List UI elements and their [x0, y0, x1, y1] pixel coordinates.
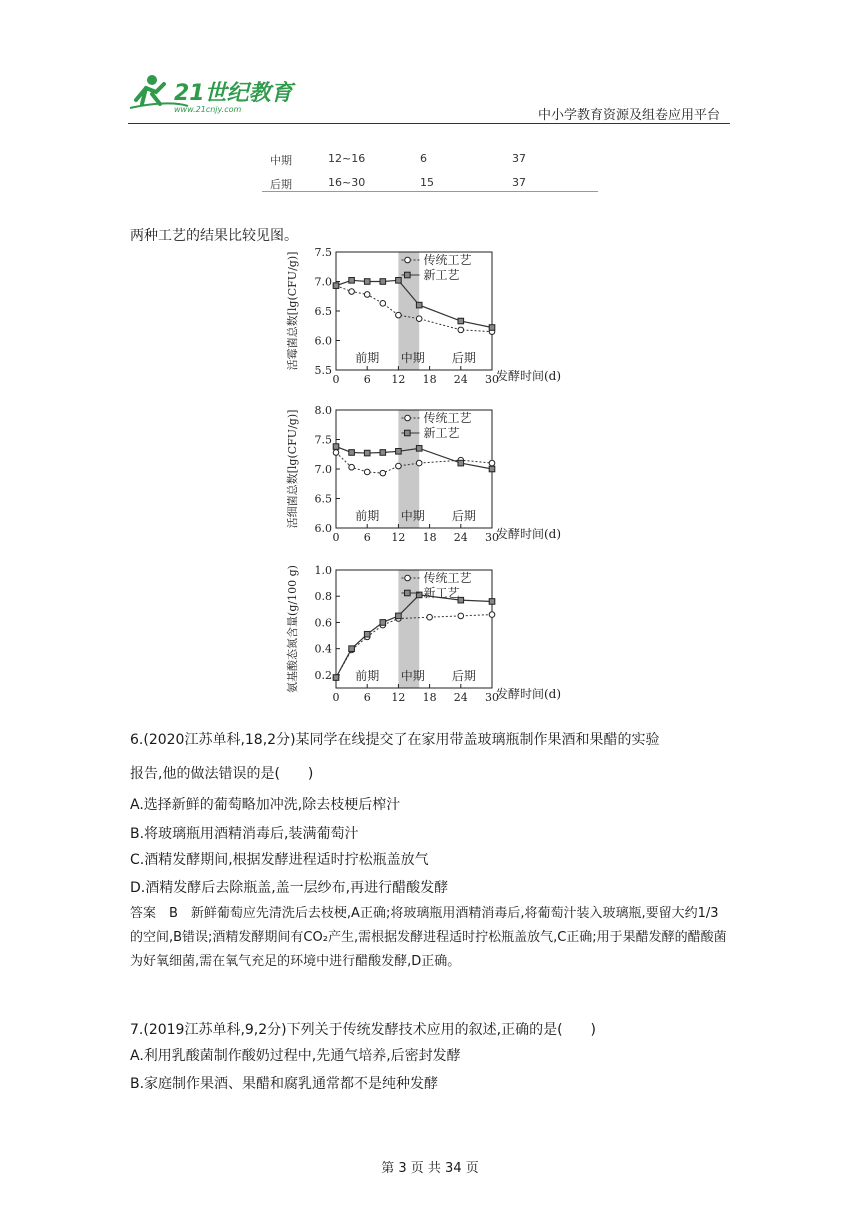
q6-option-c: C.酒精发酵期间,根据发酵进程适时拧松瓶盖放气 [130, 852, 429, 868]
x-tick-label: 24 [453, 531, 468, 544]
x-tick-label: 12 [391, 373, 406, 386]
x-tick-label: 0 [332, 691, 340, 704]
y-tick-label: 0.8 [314, 590, 332, 604]
q6-answer: 答案 B 新鲜葡萄应先清洗后去枝梗,A正确;将玻璃瓶用酒精消毒后,将葡萄汁装入玻璃瓶,要留大约1/3的空间,B错误;酒精发酵期间有CO₂产生,需根据发酵进程适时拧松瓶盖放气,C正确;用于果醋发酵的醋酸菌为好氧细菌,需在氧气充足的环境中进行醋酸发酵,D正确。 [130, 906, 727, 969]
chart-amino-nitrogen [280, 560, 580, 712]
data-point [416, 460, 422, 466]
cell-stage: 中期 [270, 154, 292, 167]
legend-marker [405, 575, 411, 581]
logo-url: www.21cnjy.com [174, 105, 242, 114]
y-tick-label: 6.5 [314, 492, 332, 506]
y-axis-label: 氨基酸态氮含量(g/100 g) [286, 565, 299, 693]
legend-label: 传统工艺 [423, 571, 472, 585]
y-tick-label: 8.0 [314, 404, 332, 417]
data-point [333, 283, 339, 289]
stage-label: 后期 [451, 669, 476, 683]
chart-mold-svg [280, 242, 580, 392]
stage-label: 中期 [400, 351, 425, 365]
x-tick-label: 18 [422, 691, 437, 704]
data-point [380, 279, 386, 285]
data-point [349, 464, 355, 470]
stage-label: 前期 [355, 509, 380, 523]
y-tick-label: 6.5 [314, 305, 332, 318]
data-point [364, 631, 370, 637]
data-point [489, 466, 495, 472]
chart-bacteria-svg [280, 400, 580, 552]
q6-stem-line2: 报告,他的做法错误的是( ) [130, 766, 314, 782]
data-point [458, 613, 464, 619]
y-tick-label: 6.0 [314, 522, 332, 535]
data-point [349, 646, 355, 652]
y-axis-label: 活细菌总数[lg(CFU/g)] [286, 409, 299, 529]
data-point [380, 450, 386, 456]
data-point [416, 446, 422, 452]
cell-col3: 6 [420, 152, 427, 165]
data-point [458, 327, 464, 333]
site-logo [128, 70, 298, 116]
stage-label: 前期 [355, 669, 380, 683]
legend-marker [405, 272, 411, 278]
legend-label: 新工艺 [423, 268, 460, 282]
platform-name: 中小学教育资源及组卷应用平台 [537, 108, 720, 123]
cell-col4: 37 [512, 152, 526, 165]
legend-label: 新工艺 [423, 426, 460, 440]
stage-label: 后期 [451, 509, 476, 523]
y-tick-label: 0.4 [314, 642, 332, 656]
data-point [349, 278, 355, 284]
stage-label: 前期 [355, 351, 380, 365]
cell-days: 12~16 [328, 152, 366, 165]
x-tick-label: 18 [422, 373, 437, 386]
legend-marker [405, 430, 411, 436]
data-point [380, 301, 386, 307]
x-axis-label: 发酵时间(d) [496, 687, 562, 701]
table-bottom-rule [262, 191, 598, 192]
data-point [349, 450, 355, 456]
y-tick-label: 0.2 [314, 668, 332, 682]
y-tick-label: 7.5 [314, 246, 332, 259]
x-tick-label: 24 [453, 373, 468, 386]
cell-days: 16~30 [328, 176, 366, 189]
data-point [489, 599, 495, 605]
data-point [489, 325, 495, 331]
legend-label: 传统工艺 [423, 411, 472, 425]
data-point [489, 460, 495, 466]
chart-mold [280, 242, 580, 392]
stage-label: 中期 [400, 669, 425, 683]
data-point [364, 469, 370, 475]
data-point [396, 613, 402, 619]
x-tick-label: 0 [332, 531, 340, 544]
x-tick-label: 6 [363, 373, 371, 386]
data-point [380, 620, 386, 626]
data-point [364, 279, 370, 285]
q7-option-b: B.家庭制作果酒、果醋和腐乳通常都不是纯种发酵 [130, 1076, 439, 1092]
data-point [396, 312, 402, 318]
stage-label: 中期 [400, 509, 425, 523]
q6-stem-line1: 6.(2020江苏单科,18,2分)某同学在线提交了在家用带盖玻璃瓶制作果酒和果醋的实验 [130, 732, 660, 748]
y-tick-label: 7.0 [314, 463, 332, 476]
x-tick-label: 30 [485, 691, 499, 704]
q7-option-a: A.利用乳酸菌制作酸奶过程中,先通气培养,后密封发酵 [130, 1048, 461, 1064]
q6-option-b: B.将玻璃瓶用酒精消毒后,装满葡萄汁 [130, 826, 359, 842]
logo-text: 21世纪教育 [174, 81, 293, 106]
data-point [396, 463, 402, 469]
legend-marker [405, 590, 411, 596]
data-point [396, 449, 402, 455]
data-point [458, 460, 464, 466]
cell-col3: 15 [420, 176, 434, 189]
data-point [380, 470, 386, 476]
y-tick-label: 5.5 [314, 364, 332, 377]
legend-marker [405, 415, 411, 421]
x-tick-label: 12 [391, 531, 406, 544]
x-axis-label: 发酵时间(d) [496, 369, 562, 383]
chart-bacteria [280, 400, 580, 552]
legend-label: 新工艺 [423, 586, 460, 600]
data-point [333, 675, 339, 681]
y-tick-label: 0.6 [314, 616, 332, 630]
y-axis-label: 活霉菌总数[lg(CFU/g)] [286, 251, 299, 371]
x-tick-label: 30 [485, 373, 499, 386]
x-tick-label: 30 [485, 531, 499, 544]
data-point [416, 302, 422, 308]
x-tick-label: 24 [453, 691, 468, 704]
cell-stage: 后期 [270, 178, 292, 191]
data-point [489, 612, 495, 618]
x-tick-label: 6 [363, 691, 371, 704]
legend-marker [405, 257, 411, 263]
data-point [333, 450, 339, 456]
q6-option-a: A.选择新鲜的葡萄略加冲洗,除去枝梗后榨汁 [130, 797, 401, 813]
chart-amino-nitrogen-svg [280, 560, 580, 712]
header-divider [128, 123, 730, 124]
data-point [458, 318, 464, 324]
q7-stem: 7.(2019江苏单科,9,2分)下列关于传统发酵技术应用的叙述,正确的是( ) [130, 1022, 596, 1038]
y-tick-label: 6.0 [314, 334, 332, 348]
x-tick-label: 6 [363, 531, 371, 544]
cell-col4: 37 [512, 176, 526, 189]
x-tick-label: 18 [422, 531, 437, 544]
legend-label: 传统工艺 [423, 253, 472, 267]
y-tick-label: 1.0 [314, 564, 332, 577]
x-tick-label: 0 [332, 373, 340, 386]
data-point [364, 450, 370, 456]
y-tick-label: 7.5 [314, 433, 332, 447]
data-point [333, 444, 339, 450]
y-tick-label: 7.0 [314, 275, 332, 289]
data-point [427, 614, 433, 620]
data-point [396, 278, 402, 284]
stage-label: 后期 [451, 351, 476, 365]
figure-intro: 两种工艺的结果比较见图。 [130, 228, 298, 244]
x-tick-label: 12 [391, 691, 406, 704]
x-axis-label: 发酵时间(d) [496, 527, 562, 541]
q6-option-d: D.酒精发酵后去除瓶盖,盖一层纱布,再进行醋酸发酵 [130, 880, 449, 896]
data-point [364, 292, 370, 298]
data-point [416, 316, 422, 322]
page-footer: 第 3 页 共 34 页 [381, 1161, 479, 1176]
data-point [349, 289, 355, 295]
